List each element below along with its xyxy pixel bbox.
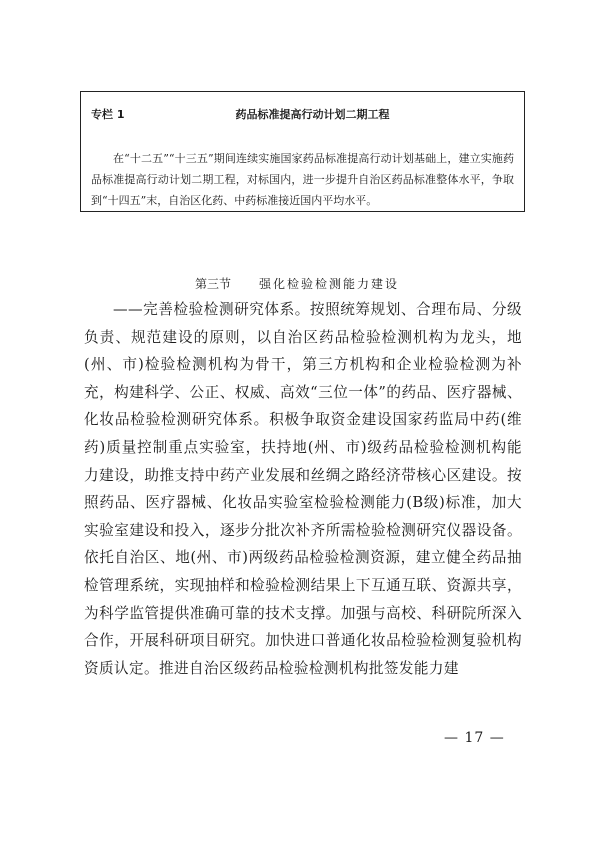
body-paragraph: ——完善检验检测研究体系。按照统筹规划、合理布局、分级负责、规范建设的原则，以自治区药品检验检测机构为龙头，地(州、市)检验检测机构为骨干，第三方机构和企业检验检测为补充，构建科学、公正、权威、高效“三位一体”的药品、医疗器械、化妆品检验检测研究体系。积极争取资金建设国家药监局中药(维药)质量控制重点实验室，扶持地(州、市)级药品检验检测机构能力建设，助推支持中药产业发展和丝绸之路经济带核心区建设。按照药品、医疗器械、化妆品实验室检验检测能力(B级)标准，加大实验室建设和投入，逐步分批次补齐所需检验检测研究仪器设备。依托自治区、地(州、市)两级药品检验检测资源，建立健全药品抽检管理系统，实现抽样和检验检测结果上下互通互联、资源共享，为科学监管提供准确可靠的技术支撑。加强与高校、科研院所深入合作，开展科研项目研究。加快进口普通化妆品检验检测复验机构资质认定。推进自治区级药品检验检测机构批签发能力建 bbox=[84, 301, 522, 677]
sidebar-box-text: 在“十二五”“十三五”期间连续实施国家药品标准提高行动计划基础上，建立实施药品标准提高行动计划二期工程，对标国内，进一步提升自治区药品标准整体水平，争取到“十四五”末，自治区化药、中药标准接近国内平均水平。 bbox=[91, 152, 514, 207]
page-number: — 17 — bbox=[444, 730, 505, 746]
sidebar-box-title: 药品标准提高行动计划二期工程 bbox=[235, 108, 390, 121]
sidebar-box bbox=[80, 91, 525, 212]
section-title: 强化检验检测能力建设 bbox=[259, 277, 400, 291]
section-heading bbox=[0, 275, 594, 292]
sidebar-box-label: 专栏 1 bbox=[91, 108, 125, 121]
section-number: 第三节 bbox=[194, 277, 231, 291]
